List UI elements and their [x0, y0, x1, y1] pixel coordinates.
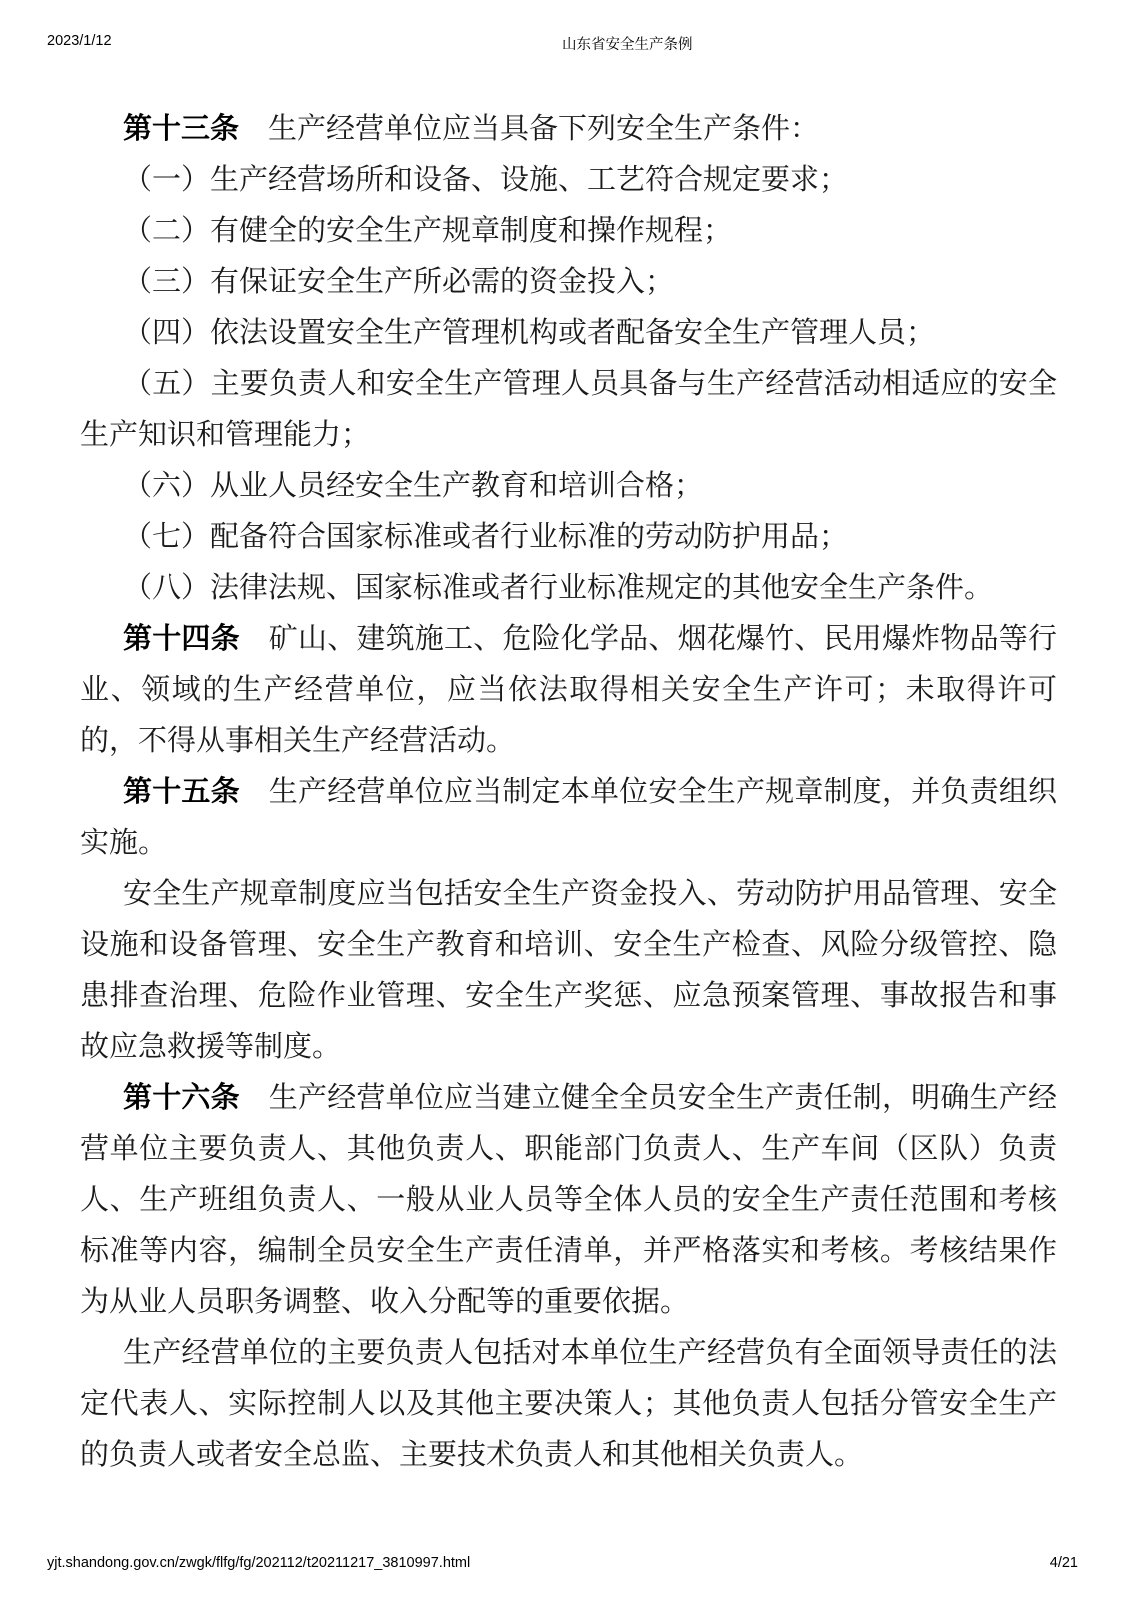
- paragraph: [80, 868, 1057, 1072]
- article-paragraph: [80, 766, 1057, 868]
- print-footer: [47, 1555, 1078, 1571]
- paragraph: [80, 562, 1057, 613]
- paragraph: [80, 1327, 1057, 1480]
- paragraph-text: （三）有保证安全生产所必需的资金投入；: [123, 264, 675, 298]
- article-paragraph: [80, 103, 1057, 154]
- paragraph-text: 安全生产规章制度应当包括安全生产资金投入、劳动防护用品管理、安全设施和设备管理、安全生产教育和培训、安全生产检查、风险分级管控、隐患排查治理、危险作业管理、安全生产奖惩、应急预案管理、事故报告和事故应急救援等制度。: [80, 876, 1057, 1063]
- paragraph-text: 生产经营单位应当制定本单位安全生产规章制度，并负责组织实施。: [80, 774, 1057, 859]
- print-header: [0, 33, 1131, 53]
- article-number-label: 第十五条: [123, 774, 240, 808]
- paragraph-text: 矿山、建筑施工、危险化学品、烟花爆竹、民用爆炸物品等行业、领域的生产经营单位，应当依法取得相关安全生产许可；未取得许可的，不得从事相关生产经营活动。: [80, 621, 1057, 757]
- paragraph: [80, 307, 1057, 358]
- paragraph-text: 生产经营单位应当具备下列安全生产条件：: [268, 111, 820, 145]
- footer-page-number: 4/21: [1049, 1555, 1078, 1571]
- document-body: [80, 103, 1057, 1480]
- header-date: 2023/1/12: [47, 33, 112, 49]
- paragraph-text: 生产经营单位的主要负责人包括对本单位生产经营负有全面领导责任的法定代表人、实际控制人以及其他主要决策人；其他负责人包括分管安全生产的负责人或者安全总监、主要技术负责人和其他相关负责人。: [80, 1335, 1057, 1471]
- article-paragraph: [80, 1072, 1057, 1327]
- paragraph: [80, 256, 1057, 307]
- paragraph-text: （六）从业人员经安全生产教育和培训合格；: [123, 468, 704, 502]
- paragraph: [80, 511, 1057, 562]
- paragraph-text: （五）主要负责人和安全生产管理人员具备与生产经营活动相适应的安全生产知识和管理能力；: [80, 366, 1057, 451]
- paragraph: [80, 205, 1057, 256]
- article-number-label: 第十四条: [123, 621, 240, 655]
- paragraph-text: （四）依法设置安全生产管理机构或者配备安全生产管理人员；: [123, 315, 936, 349]
- paragraph-text: （八）法律法规、国家标准或者行业标准规定的其他安全生产条件。: [123, 570, 994, 604]
- paragraph-text: 生产经营单位应当建立健全全员安全生产责任制，明确生产经营单位主要负责人、其他负责人、职能部门负责人、生产车间（区队）负责人、生产班组负责人、一般从业人员等全体人员的安全生产责任范围和考核标准等内容，编制全员安全生产责任清单，并严格落实和考核。考核结果作为从业人员职务调整、收入分配等的重要依据。: [80, 1080, 1057, 1318]
- paragraph-text: （二）有健全的安全生产规章制度和操作规程；: [123, 213, 733, 247]
- article-number-label: 第十六条: [123, 1080, 240, 1114]
- article-paragraph: [80, 613, 1057, 766]
- header-document-title: 山东省安全生产条例: [562, 37, 693, 53]
- article-number-label: 第十三条: [123, 111, 240, 145]
- paragraph: [80, 154, 1057, 205]
- paragraph-text: （一）生产经营场所和设备、设施、工艺符合规定要求；: [123, 162, 849, 196]
- footer-source-url: yjt.shandong.gov.cn/zwgk/flfg/fg/202112/t20211217_3810997.html: [47, 1555, 471, 1571]
- paragraph-text: （七）配备符合国家标准或者行业标准的劳动防护用品；: [123, 519, 849, 553]
- paragraph: [80, 460, 1057, 511]
- paragraph: [80, 358, 1057, 460]
